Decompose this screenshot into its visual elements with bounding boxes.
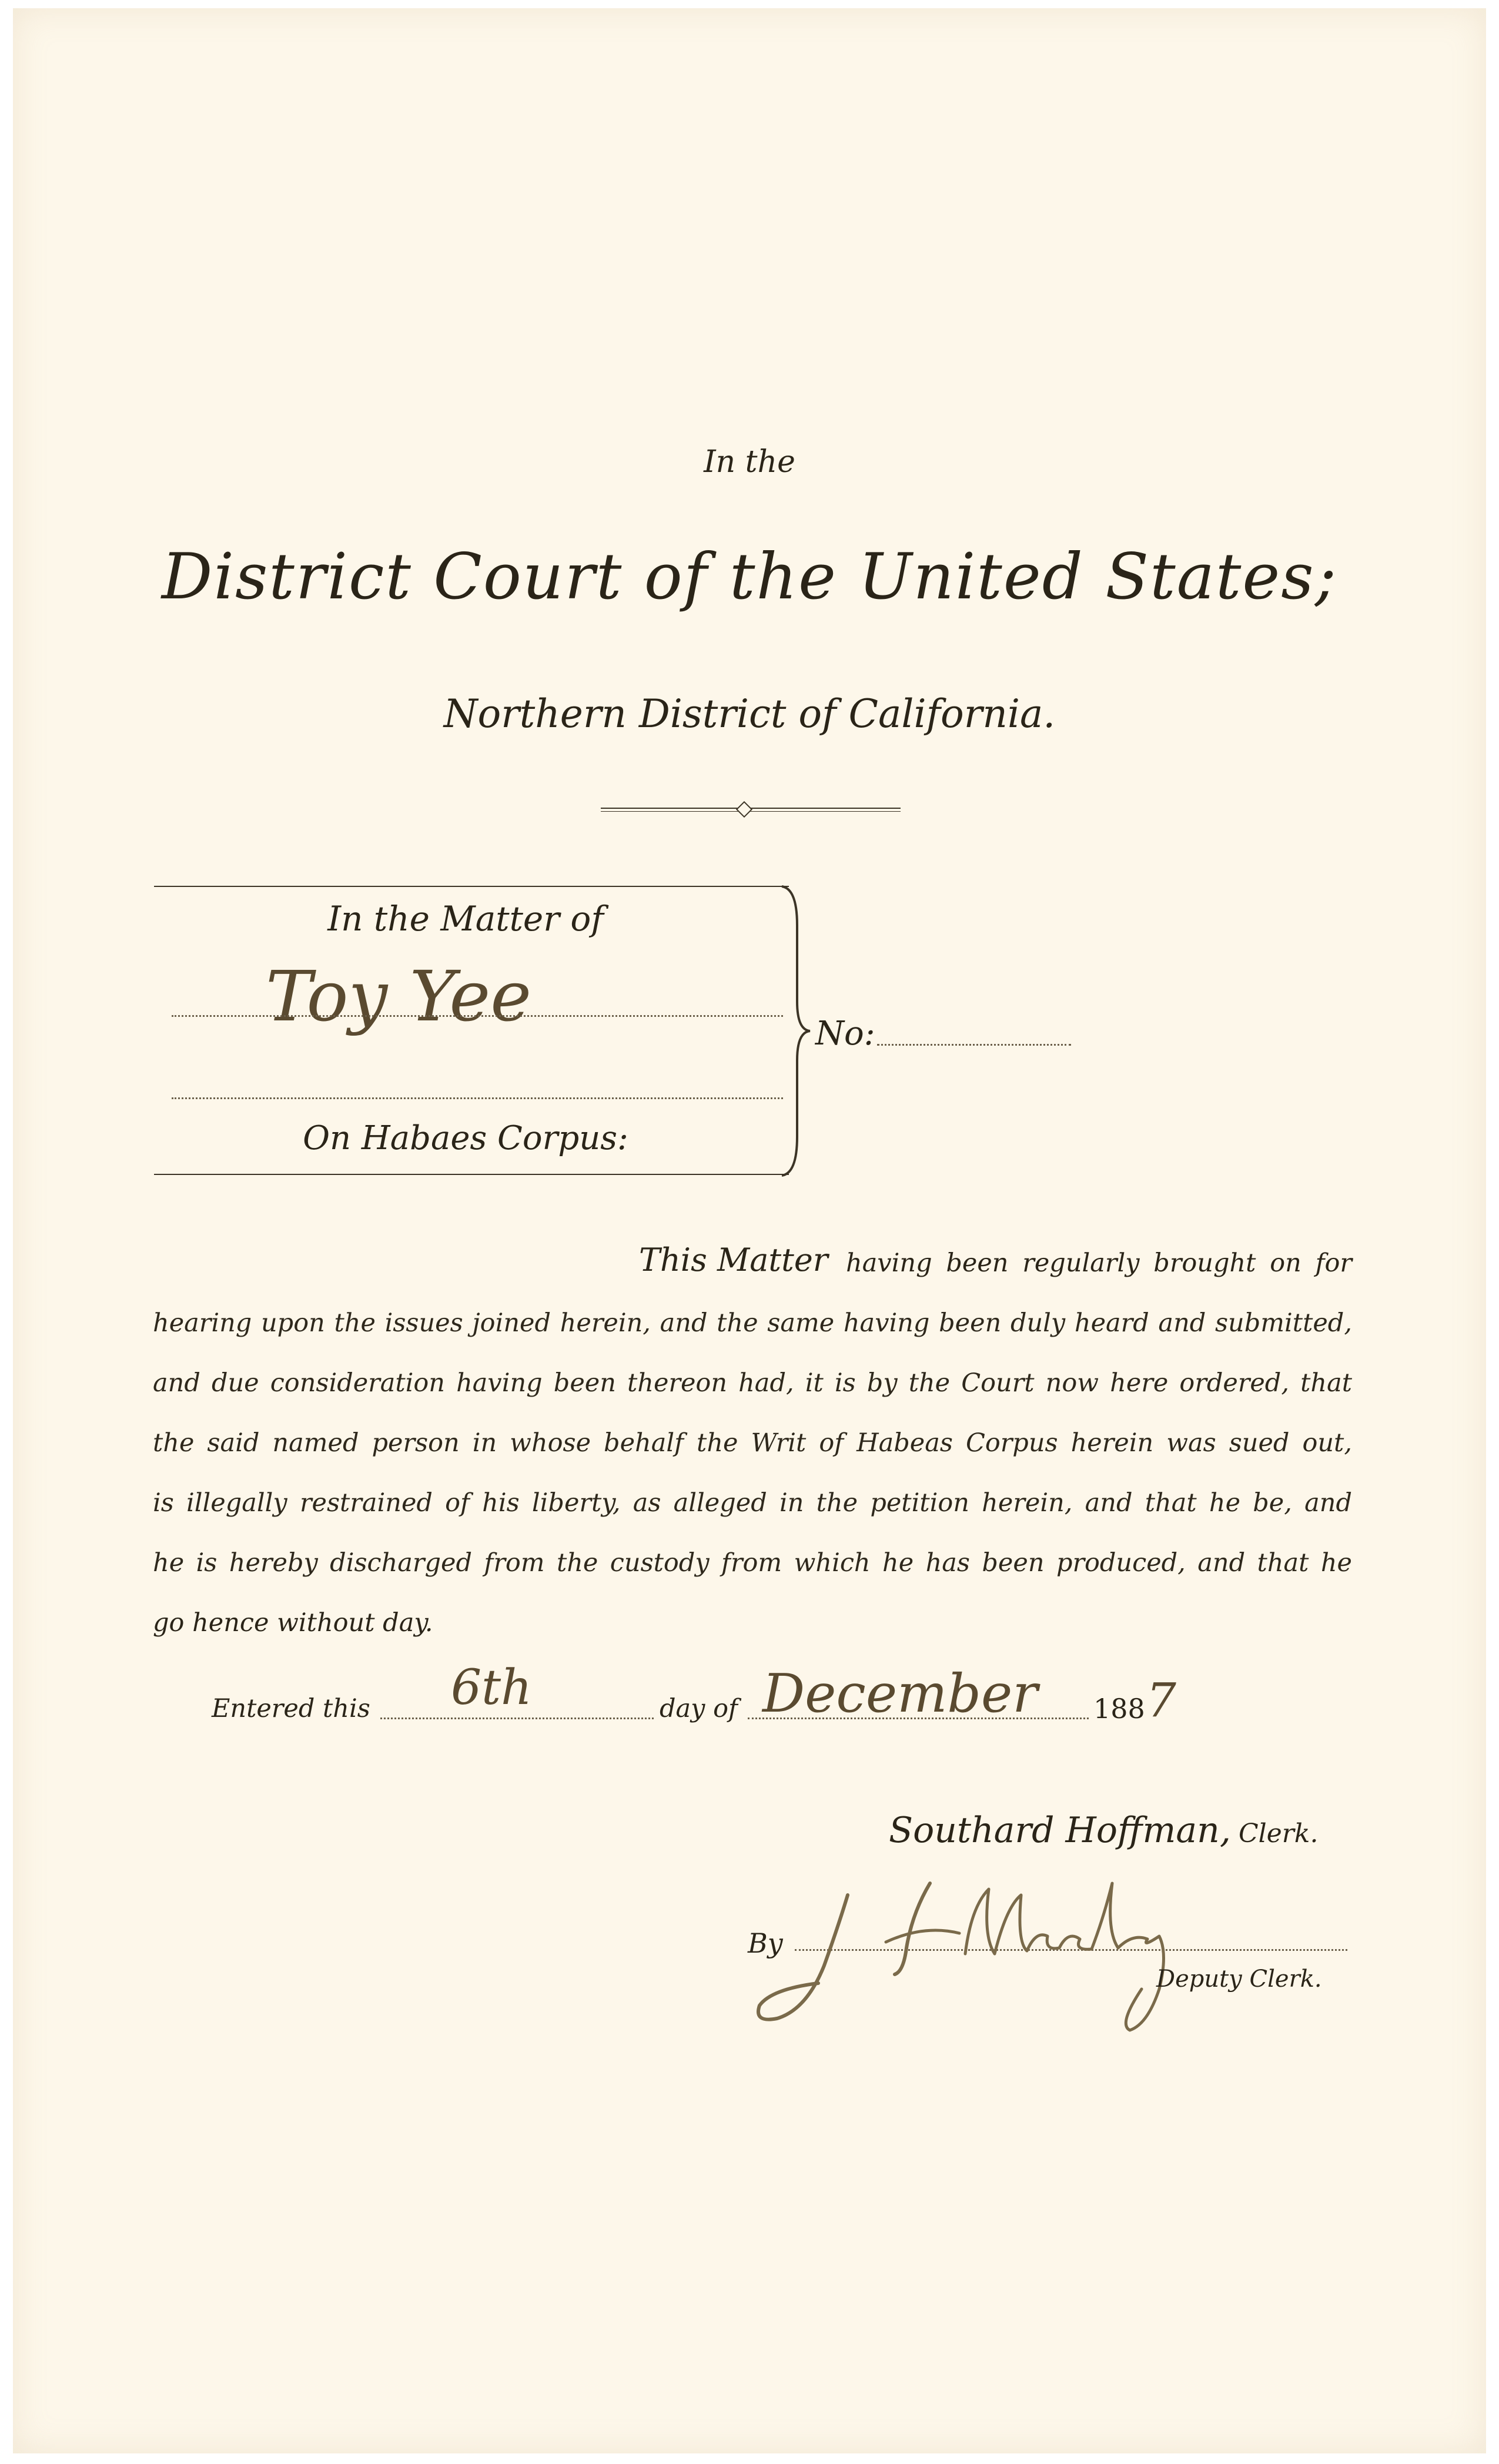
order-line-6: he is hereby discharged from the custody from which he has been produced, and that he <box>153 1548 1352 1578</box>
by-label: By <box>748 1927 783 1959</box>
order-line-2: hearing upon the issues joined herein, and the same having been duly heard and submitted, <box>153 1308 1352 1338</box>
caption-blank-line <box>172 1097 783 1099</box>
caption-name-line <box>172 1015 783 1017</box>
entry-year-suffix: 7 <box>1146 1673 1176 1728</box>
order-line-7: go hence without day. <box>153 1608 433 1638</box>
document-page <box>13 8 1486 2453</box>
entry-month-value: December <box>762 1663 1038 1725</box>
entry-year-prefix: 188 <box>1093 1693 1145 1725</box>
case-number-label: No: <box>815 1015 875 1053</box>
petitioner-name: Toy Yee <box>266 956 532 1037</box>
deputy-signature <box>736 1872 1242 2048</box>
district-subtitle: Northern District of California. <box>443 691 1056 736</box>
clerk-title: Clerk. <box>1239 1819 1319 1849</box>
order-line-1: having been regularly brought on for <box>846 1248 1352 1278</box>
case-number-line <box>877 1044 1071 1046</box>
order-lead-heading: This Matter <box>639 1241 828 1278</box>
on-habeas-corpus-label: On Habaes Corpus: <box>303 1119 628 1157</box>
divider-diamond-icon <box>736 801 752 818</box>
entered-this-label: Entered this <box>212 1694 370 1723</box>
order-line-4: the said named person in whose behalf the Writ of Habeas Corpus herein was sued out, <box>153 1428 1352 1458</box>
day-of-label: day of <box>660 1694 738 1723</box>
deputy-clerk-title: Deputy Clerk. <box>1156 1966 1322 1993</box>
order-line-3: and due consideration having been thereon had, it is by the Court now here ordered, that <box>153 1368 1352 1398</box>
entry-day-value: 6th <box>451 1660 532 1716</box>
order-line-5: is illegally restrained of his liberty, as alleged in the petition herein, and that he be, and <box>153 1488 1352 1518</box>
in-the-matter-of-label: In the Matter of <box>327 899 604 939</box>
header-in-the: In the <box>704 444 795 480</box>
court-title: District Court of the United States; <box>161 540 1338 614</box>
clerk-name: Southard Hoffman, <box>889 1810 1231 1851</box>
